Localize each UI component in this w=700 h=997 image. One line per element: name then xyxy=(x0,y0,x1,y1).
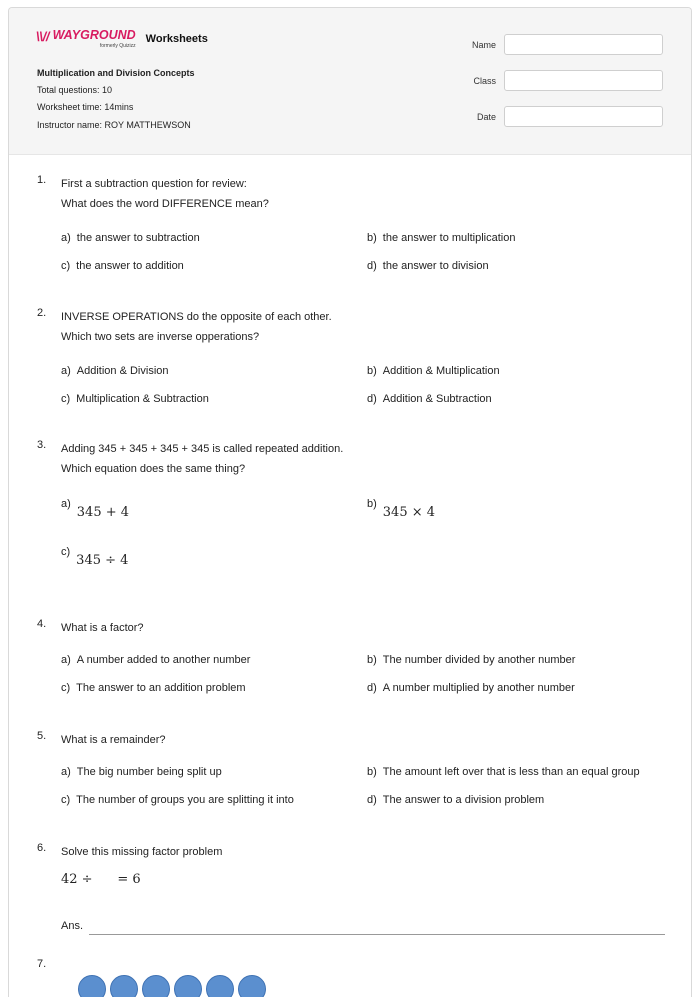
option-text: the answer to division xyxy=(382,260,489,272)
option-letter: d) xyxy=(367,682,377,694)
option-d[interactable] xyxy=(367,794,544,806)
question-line: First a subtraction question for review: xyxy=(61,178,247,190)
counter-circle xyxy=(174,975,202,997)
option-c[interactable] xyxy=(61,393,209,405)
option-letter: c) xyxy=(61,682,71,694)
option-text: Addition & Multiplication xyxy=(382,365,500,377)
counter-circle xyxy=(78,975,106,997)
option-text: Addition & Division xyxy=(76,365,169,377)
class-field-row xyxy=(456,70,663,91)
question-number: 2. xyxy=(37,307,47,319)
app-label: Worksheets xyxy=(145,33,208,45)
option-letter: a) xyxy=(61,232,71,244)
option-text: Addition & Subtraction xyxy=(382,393,492,405)
option-text: The answer to a division problem xyxy=(382,794,545,806)
option-math: 345 + 4 xyxy=(76,505,130,520)
option-text: Multiplication & Subtraction xyxy=(76,393,209,405)
option-c[interactable] xyxy=(61,546,129,568)
question-line: Which equation does the same thing? xyxy=(61,463,246,475)
option-letter: a) xyxy=(61,365,71,377)
question-text xyxy=(61,842,222,862)
worksheet xyxy=(8,7,692,997)
name-label: Name xyxy=(471,39,496,50)
total-questions: Total questions: 10 xyxy=(37,85,113,95)
logo xyxy=(36,29,208,49)
question-text xyxy=(61,730,166,750)
option-b[interactable] xyxy=(367,498,436,520)
option-d[interactable] xyxy=(367,260,489,272)
logo-text: WAYGROUND xyxy=(52,28,136,42)
option-a[interactable] xyxy=(61,766,222,778)
option-c[interactable] xyxy=(61,794,294,806)
question-text xyxy=(61,439,343,479)
question-line: Which two sets are inverse opperations? xyxy=(61,331,260,343)
option-letter: d) xyxy=(367,794,377,806)
option-text: the answer to subtraction xyxy=(76,232,200,244)
question-line: What does the word DIFFERENCE mean? xyxy=(61,198,269,210)
option-math: 345 × 4 xyxy=(382,505,436,520)
counter-circle xyxy=(206,975,234,997)
option-text: the answer to addition xyxy=(76,260,184,272)
option-text: The answer to an addition problem xyxy=(76,682,246,694)
option-letter: b) xyxy=(367,365,377,377)
worksheet-time: Worksheet time: 14mins xyxy=(37,102,134,112)
option-letter: b) xyxy=(367,654,377,666)
option-d[interactable] xyxy=(367,682,575,694)
question-number: 1. xyxy=(37,174,47,186)
question-text xyxy=(61,307,332,347)
instructor-name: Instructor name: ROY MATTHEWSON xyxy=(37,120,191,130)
question-line: What is a factor? xyxy=(61,622,144,634)
worksheet-header xyxy=(9,8,691,155)
option-letter: b) xyxy=(367,232,377,244)
logo-subtitle: formerly Quizizz xyxy=(99,43,136,49)
answer-label: Ans. xyxy=(61,920,84,932)
question-line: Solve this missing factor problem xyxy=(61,846,223,858)
date-label: Date xyxy=(476,111,496,122)
option-text: The number divided by another number xyxy=(382,654,576,666)
option-letter: c) xyxy=(61,794,71,806)
option-c[interactable] xyxy=(61,682,246,694)
option-a[interactable] xyxy=(61,498,130,520)
option-letter: c) xyxy=(61,546,71,558)
question-line: What is a remainder? xyxy=(61,734,166,746)
option-a[interactable] xyxy=(61,365,169,377)
option-letter: c) xyxy=(61,260,71,272)
wayground-logo-icon: \\// xyxy=(36,29,53,44)
option-letter: a) xyxy=(61,498,71,510)
counter-circle xyxy=(142,975,170,997)
option-letter: a) xyxy=(61,654,71,666)
question-number: 3. xyxy=(37,439,47,451)
option-b[interactable] xyxy=(367,365,500,377)
question-number: 7. xyxy=(37,958,47,970)
answer-line[interactable] xyxy=(89,934,665,935)
missing-factor-expression: 42 ÷ = 6 xyxy=(61,872,141,887)
option-a[interactable] xyxy=(61,654,250,666)
option-text: The big number being split up xyxy=(76,766,222,778)
option-text: A number multiplied by another number xyxy=(382,682,575,694)
name-field-row xyxy=(456,34,663,55)
date-field-row xyxy=(456,106,663,127)
option-c[interactable] xyxy=(61,260,184,272)
option-letter: d) xyxy=(367,260,377,272)
option-letter: b) xyxy=(367,766,377,778)
option-letter: a) xyxy=(61,766,71,778)
question-number: 6. xyxy=(37,842,47,854)
class-label: Class xyxy=(473,75,496,86)
option-letter: c) xyxy=(61,393,71,405)
counter-circle xyxy=(238,975,266,997)
question-number: 5. xyxy=(37,730,47,742)
question-text xyxy=(61,174,269,214)
name-field[interactable] xyxy=(504,34,663,55)
option-a[interactable] xyxy=(61,232,200,244)
option-letter: d) xyxy=(367,393,377,405)
option-b[interactable] xyxy=(367,766,640,778)
counter-circle xyxy=(110,975,138,997)
class-field[interactable] xyxy=(504,70,663,91)
option-text: the answer to multiplication xyxy=(382,232,516,244)
option-text: The amount left over that is less than an equal group xyxy=(382,766,640,778)
option-math: 345 ÷ 4 xyxy=(76,553,129,568)
option-text: A number added to another number xyxy=(76,654,251,666)
question-line: INVERSE OPERATIONS do the opposite of each other. xyxy=(61,311,332,323)
question-number: 4. xyxy=(37,618,47,630)
option-b[interactable] xyxy=(367,232,515,244)
option-letter: b) xyxy=(367,498,377,510)
counter-circles xyxy=(78,975,266,997)
question-text xyxy=(61,618,144,638)
date-field[interactable] xyxy=(504,106,663,127)
option-b[interactable] xyxy=(367,654,575,666)
option-text: The number of groups you are splitting it into xyxy=(76,794,294,806)
worksheet-title: Multiplication and Division Concepts xyxy=(37,68,195,78)
option-d[interactable] xyxy=(367,393,492,405)
question-line: Adding 345 + 345 + 345 + 345 is called repeated addition. xyxy=(61,443,344,455)
